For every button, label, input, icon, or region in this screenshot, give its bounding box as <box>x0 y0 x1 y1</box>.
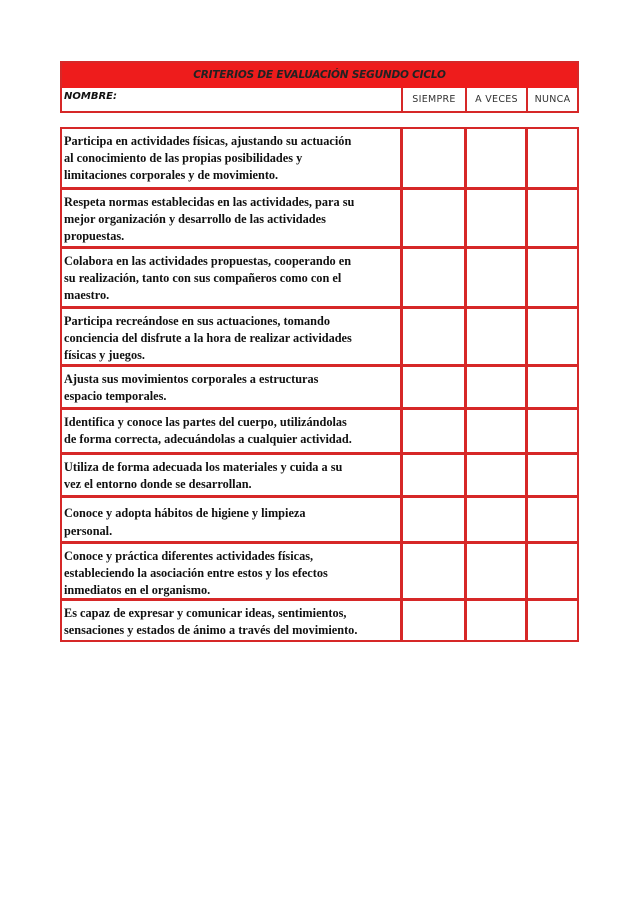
page-title: CRITERIOS DE EVALUACIÓN SEGUNDO CICLO <box>62 63 577 88</box>
criterion-text: Identifica y conoce las partes del cuerpo, utilizándolas de forma correcta, adecuándolas a cualquier actividad. <box>64 415 352 446</box>
criterion-text: Conoce y práctica diferentes actividades físicas, estableciendo la asociación entre estos y los efectos inmediatos en el organismo. <box>64 549 328 597</box>
evaluation-header <box>60 61 579 113</box>
check-cell-a-veces[interactable] <box>467 498 525 541</box>
criteria-row <box>62 410 577 452</box>
check-cell-a-veces[interactable] <box>467 309 525 364</box>
check-cell-a-veces[interactable] <box>467 190 525 246</box>
check-cell-siempre[interactable] <box>403 309 464 364</box>
check-cell-nunca[interactable] <box>528 249 577 306</box>
check-cell-siempre[interactable] <box>403 410 464 452</box>
check-cell-nunca[interactable] <box>528 498 577 541</box>
criterion-text: Utiliza de forma adecuada los materiales y cuida a su vez el entorno donde se desarrollan. <box>64 460 343 491</box>
criterion-text: Es capaz de expresar y comunicar ideas, sentimientos, sensaciones y estados de ánimo a través del movimiento. <box>64 606 358 637</box>
check-cell-a-veces[interactable] <box>467 544 525 598</box>
criterion-text: Respeta normas establecidas en las actividades, para su mejor organización y desarrollo de las actividades propuestas. <box>64 195 355 243</box>
check-cell-a-veces[interactable] <box>467 367 525 407</box>
criteria-row <box>62 129 577 187</box>
check-cell-nunca[interactable] <box>528 367 577 407</box>
check-cell-nunca[interactable] <box>528 309 577 364</box>
criteria-row <box>62 309 577 364</box>
check-cell-siempre[interactable] <box>403 249 464 306</box>
check-cell-siempre[interactable] <box>403 190 464 246</box>
criteria-row <box>62 544 577 598</box>
criterion-text: Participa en actividades físicas, ajustando su actuación al conocimiento de las propias posibilidades y limitaciones corporales y de movimiento. <box>64 134 352 182</box>
check-cell-nunca[interactable] <box>528 544 577 598</box>
name-row <box>62 88 577 111</box>
criterion-text: Participa recreándose en sus actuaciones, tomando conciencia del disfrute a la hora de realizar actividades físicas y juegos. <box>64 314 352 362</box>
check-cell-siempre[interactable] <box>403 129 464 187</box>
check-cell-a-veces[interactable] <box>467 601 525 640</box>
check-cell-nunca[interactable] <box>528 129 577 187</box>
criteria-row <box>62 367 577 407</box>
check-cell-siempre[interactable] <box>403 544 464 598</box>
criteria-row <box>62 498 577 541</box>
check-cell-a-veces[interactable] <box>467 129 525 187</box>
check-cell-siempre[interactable] <box>403 601 464 640</box>
criteria-row <box>62 455 577 495</box>
check-cell-a-veces[interactable] <box>467 455 525 495</box>
check-cell-a-veces[interactable] <box>467 410 525 452</box>
criteria-row <box>62 249 577 306</box>
check-cell-nunca[interactable] <box>528 601 577 640</box>
column-header-a-veces: A VECES <box>475 94 518 105</box>
check-cell-siempre[interactable] <box>403 455 464 495</box>
check-cell-a-veces[interactable] <box>467 249 525 306</box>
column-header-siempre: SIEMPRE <box>412 94 456 105</box>
name-label: NOMBRE: <box>64 91 117 102</box>
criterion-text: Colabora en las actividades propuestas, cooperando en su realización, tanto con sus compañeros como con el maestro. <box>64 254 352 302</box>
column-header-nunca: NUNCA <box>534 94 571 105</box>
check-cell-nunca[interactable] <box>528 410 577 452</box>
check-cell-siempre[interactable] <box>403 367 464 407</box>
check-cell-nunca[interactable] <box>528 455 577 495</box>
criteria-table <box>60 127 579 642</box>
criterion-text: Conoce y adopta hábitos de higiene y limpieza personal. <box>64 506 306 538</box>
criteria-row <box>62 601 577 640</box>
criteria-row <box>62 190 577 246</box>
check-cell-nunca[interactable] <box>528 190 577 246</box>
check-cell-siempre[interactable] <box>403 498 464 541</box>
criterion-text: Ajusta sus movimientos corporales a estructuras espacio temporales. <box>64 372 319 403</box>
